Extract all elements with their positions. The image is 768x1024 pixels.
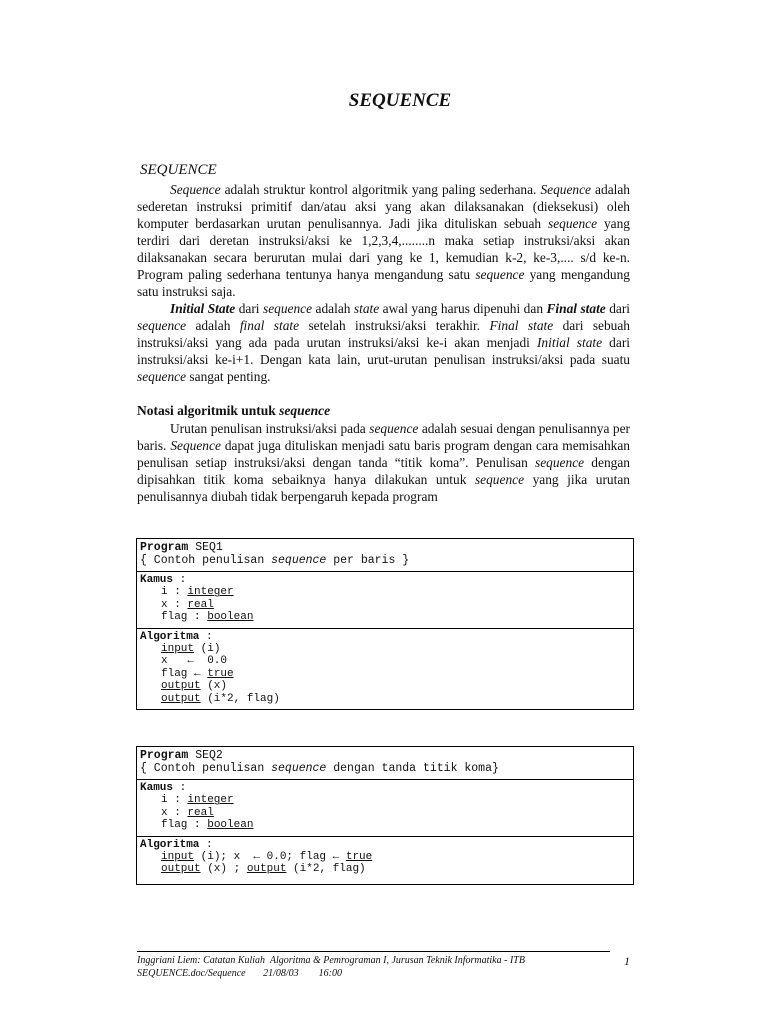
footer-line-2: SEQUENCE.doc/Sequence 21/08/03 16:00 (137, 968, 342, 979)
footer-line-1: Inggriani Liem: Catatan Kuliah Algoritma & Pemrograman I, Jurusan Teknik Informatika - ITB (137, 955, 525, 966)
page-title: SEQUENCE (348, 90, 452, 111)
code-box-seq1 (136, 538, 634, 710)
paragraph-notation: Urutan penulisan instruksi/aksi pada sequence adalah sesuai dengan penulisannya per baris. Sequence dapat juga dituliskan menjadi satu baris program dengan cara memisahkan penulisan setiap instruksi/aksi dengan tanda “titik koma”. Penulisan sequence dengan dipisahkan titik koma sebaiknya hanya dilakukan untuk sequence yang jika urutan penulisannya diubah tidak berpengaruh kepada program (137, 421, 631, 504)
section-heading: SEQUENCE (140, 162, 217, 178)
code-box-seq2 (136, 746, 634, 885)
algoritma-section: Algoritma : input (i) x ← 0.0 flag ← true output (x) output (i*2, flag) (137, 628, 633, 709)
program-header: Program SEQ2 { Contoh penulisan sequence dengan tanda titik koma} (140, 749, 499, 775)
notation-heading: Notasi algoritmik untuk sequence (137, 403, 331, 418)
footer-rule (137, 951, 610, 952)
program-header: Program SEQ1 { Contoh penulisan sequence per baris } (140, 541, 410, 567)
kamus-section: Kamus : i : integer x : real flag : boolean (137, 779, 633, 836)
kamus-section: Kamus : i : integer x : real flag : boolean (137, 571, 633, 628)
paragraph-sequence-definition: Sequence adalah struktur kontrol algoritmik yang paling sederhana. Sequence adalah sederetan instruksi primitif dan/atau aksi yang akan dilaksanakan (dieksekusi) oleh komputer berdasarkan urutan penulisannya. Jadi jika dituliskan sebuah sequence yang terdiri dari deretan instruksi/aksi ke 1,2,3,4,........n maka setiap instruksi/aksi akan dilaksanakan secara berurutan mulai dari yang ke 1, kemudian k-2, ke-3,.... s/d ke-n. Program paling sederhana tentunya hanya mengandung satu sequence yang mengandung satu instruksi saja. (137, 182, 630, 299)
page-number: 1 (624, 954, 630, 968)
algoritma-section: Algoritma : input (i); x ← 0.0; flag ← true output (x) ; output (i*2, flag) (137, 836, 633, 884)
paragraph-initial-final-state: Initial State dari sequence adalah state awal yang harus dipenuhi dan Final state dari sequence adalah final state setelah instruksi/aksi terakhir. Final state dari sebuah instruksi/aksi yang ada pada urutan instruksi/aksi ke-i akan menjadi Initial state dari instruksi/aksi ke-i+1. Dengan kata lain, urut-urutan penulisan instruksi/aksi pada suatu sequence sangat penting. (137, 301, 631, 384)
